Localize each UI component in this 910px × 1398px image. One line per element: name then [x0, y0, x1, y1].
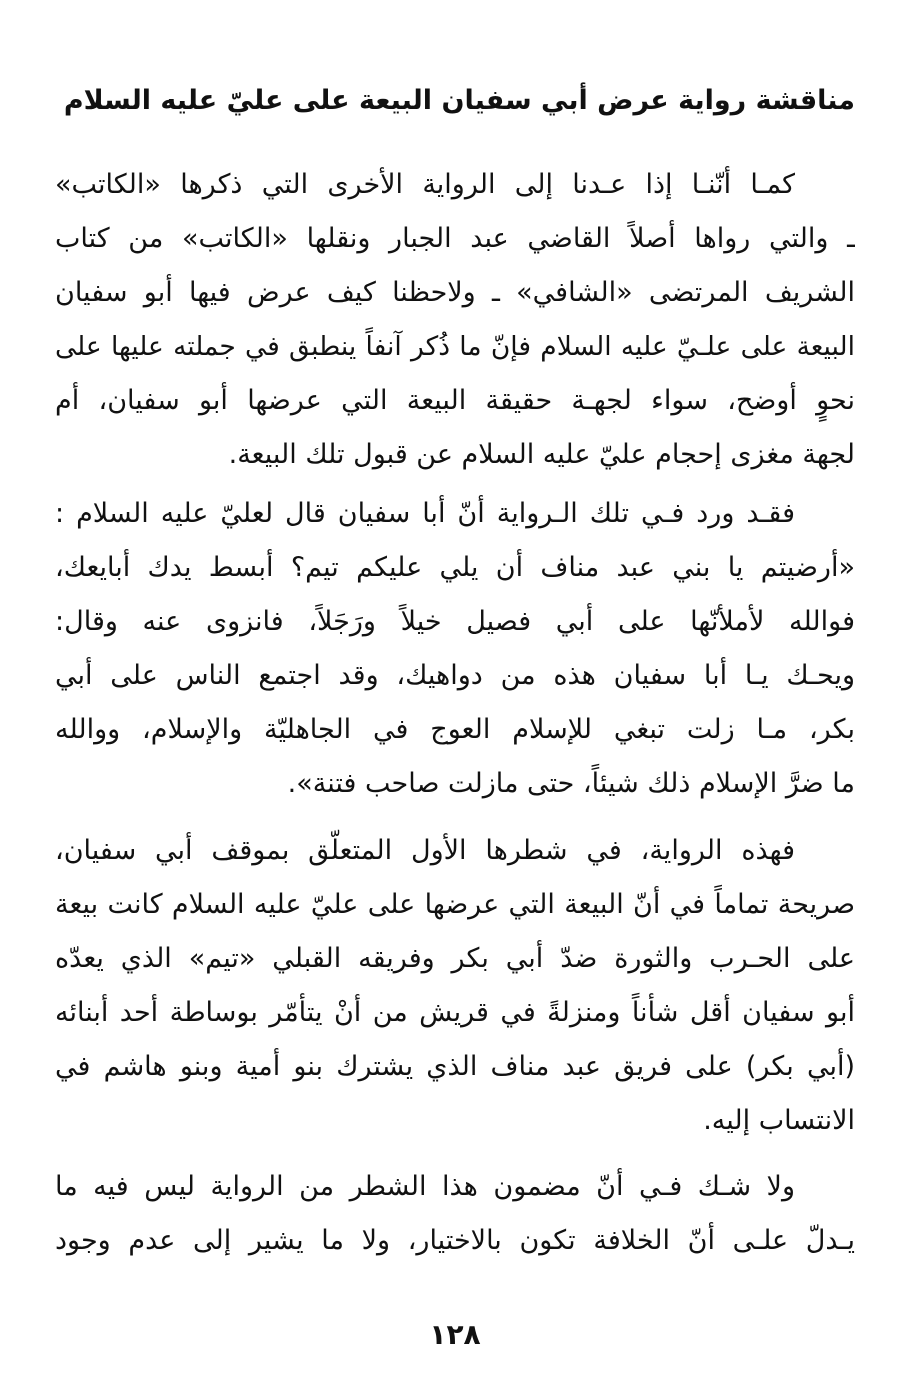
- paragraph-line: الشريف المرتضى «الشافي» ـ ولاحظنا كيف عرض فيها أبو سفيان: [55, 277, 855, 308]
- paragraph-line: فهذه الرواية، في شطرها الأول المتعلّق بموقف أبي سفيان،: [55, 835, 795, 866]
- paragraph-line: لجهة مغزى إحجام عليّ عليه السلام عن قبول تلك البيعة.: [228, 439, 855, 470]
- paragraph-line: كمـا أنّنـا إذا عـدنا إلى الرواية الأخرى التي ذكرها «الكاتب»: [55, 169, 795, 200]
- paragraph-line: أبو سفيان أقل شأناً ومنزلةً في قريش من أنْ يتأمّر بوساطة أحد أبنائه: [55, 997, 855, 1028]
- paragraph-line: صريحة تماماً في أنّ البيعة التي عرضها على عليّ عليه السلام كانت بيعة: [55, 889, 855, 920]
- paragraph-line: الانتساب إليه.: [703, 1105, 855, 1136]
- paragraph-line: «أرضيتم يا بني عبد مناف أن يلي عليكم تيم؟ أبسط يدك أبايعك،: [55, 552, 855, 583]
- paragraph-line: على الحـرب والثورة ضدّ أبي بكر وفريقه القبلي «تيم» الذي يعدّه: [55, 943, 855, 974]
- paragraph-line: فقـد ورد فـي تلك الـرواية أنّ أبا سفيان قال لعليّ عليه السلام :: [55, 498, 795, 529]
- paragraph-line: ولا شـك فـي أنّ مضمون هذا الشطر من الرواية ليس فيه ما: [55, 1171, 795, 1202]
- paragraph-4: [55, 1160, 855, 1268]
- page-number: ١٢٨: [429, 1318, 481, 1351]
- paragraph-line: بكر، مـا زلت تبغي للإسلام العوج في الجاهليّة والإسلام، ووالله: [55, 714, 855, 745]
- paragraph-line: فوالله لأملأنّها على أبي فصيل خيلاً ورَجَلاً، فانزوى عنه وقال:: [55, 606, 855, 637]
- paragraph-line: يـدلّ علـى أنّ الخلافة تكون بالاختيار، ولا ما يشير إلى عدم وجود: [55, 1225, 855, 1256]
- paragraph-3: [55, 824, 855, 1148]
- paragraph-2: [55, 487, 855, 811]
- paragraph-line: (أبي بكر) على فريق عبد مناف الذي يشترك بنو أمية وبنو هاشم في: [55, 1051, 855, 1082]
- paragraph-line: ـ والتي رواها أصلاً القاضي عبد الجبار ونقلها «الكاتب» من كتاب: [55, 223, 855, 254]
- paragraph-line: نحوٍ أوضح، سواء لجهـة حقيقة البيعة التي عرضها أبو سفيان، أم: [55, 385, 855, 416]
- paragraph-line: البيعة على علـيّ عليه السلام فإنّ ما ذُكر آنفاً ينطبق في جملته عليها على: [55, 331, 855, 362]
- section-heading: مناقشة رواية عرض أبي سفيان البيعة على عليّ عليه السلام: [63, 85, 855, 116]
- paragraph-line: ما ضرَّ الإسلام ذلك شيئاً، حتى مازلت صاحب فتنة».: [287, 768, 855, 799]
- paragraph-1: [55, 158, 855, 482]
- paragraph-line: ويحـك يـا أبا سفيان هذه من دواهيك، وقد اجتمع الناس على أبي: [55, 660, 855, 691]
